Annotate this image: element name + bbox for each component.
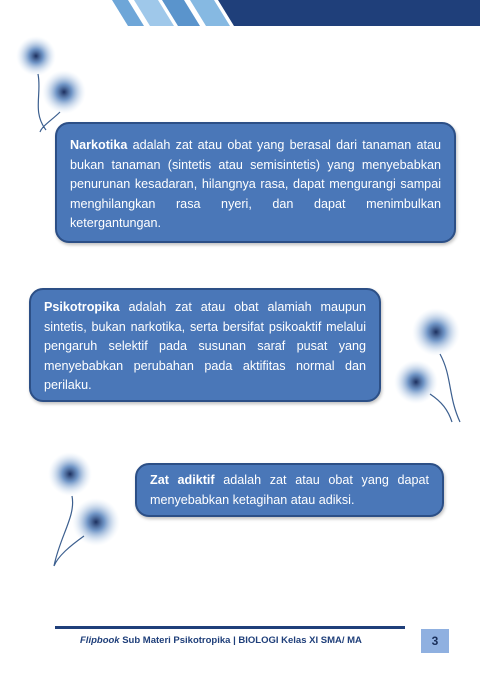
footer-divider [55, 626, 405, 629]
flower-decoration-icon [390, 306, 475, 426]
definition-term: Zat adiktif [150, 473, 215, 487]
footer-title [80, 635, 410, 646]
footer-title-text: Sub Materi Psikotropika | BIOLOGI Kelas XI SMA/ MA [119, 635, 362, 646]
definition-term: Psikotropika [44, 300, 120, 314]
definition-term: Narkotika [70, 138, 128, 152]
definition-text: adalah zat atau obat yang berasal dari tanaman atau bukan tanaman (sintetis atau semisintetis) yang menyebabkan penurunan kesadaran, hilangnya rasa, dapat mengurangi sampai menghilangkan rasa nyeri, dan dapat menimbulkan ketergantungan. [70, 138, 441, 230]
page-number: 3 [421, 629, 449, 653]
flower-decoration-icon [40, 452, 125, 572]
definition-box-narkotika [55, 122, 456, 243]
definition-text: adalah zat atau obat yang dapat menyebabkan ketagihan atau adiksi. [150, 473, 429, 507]
definition-box-zat-adiktif [135, 463, 444, 517]
definition-box-psikotropika [29, 288, 381, 402]
flower-decoration-icon [12, 34, 92, 134]
header-decoration [0, 0, 480, 26]
definition-text: adalah zat atau obat alamiah maupun sintetis, bukan narkotika, serta bersifat psikoaktif melalui pengaruh selektif pada susunan saraf pusat yang menyebabkan perubahan pada aktifitas normal dan perilaku. [44, 300, 366, 392]
footer-flipbook-label: Flipbook [80, 635, 120, 646]
